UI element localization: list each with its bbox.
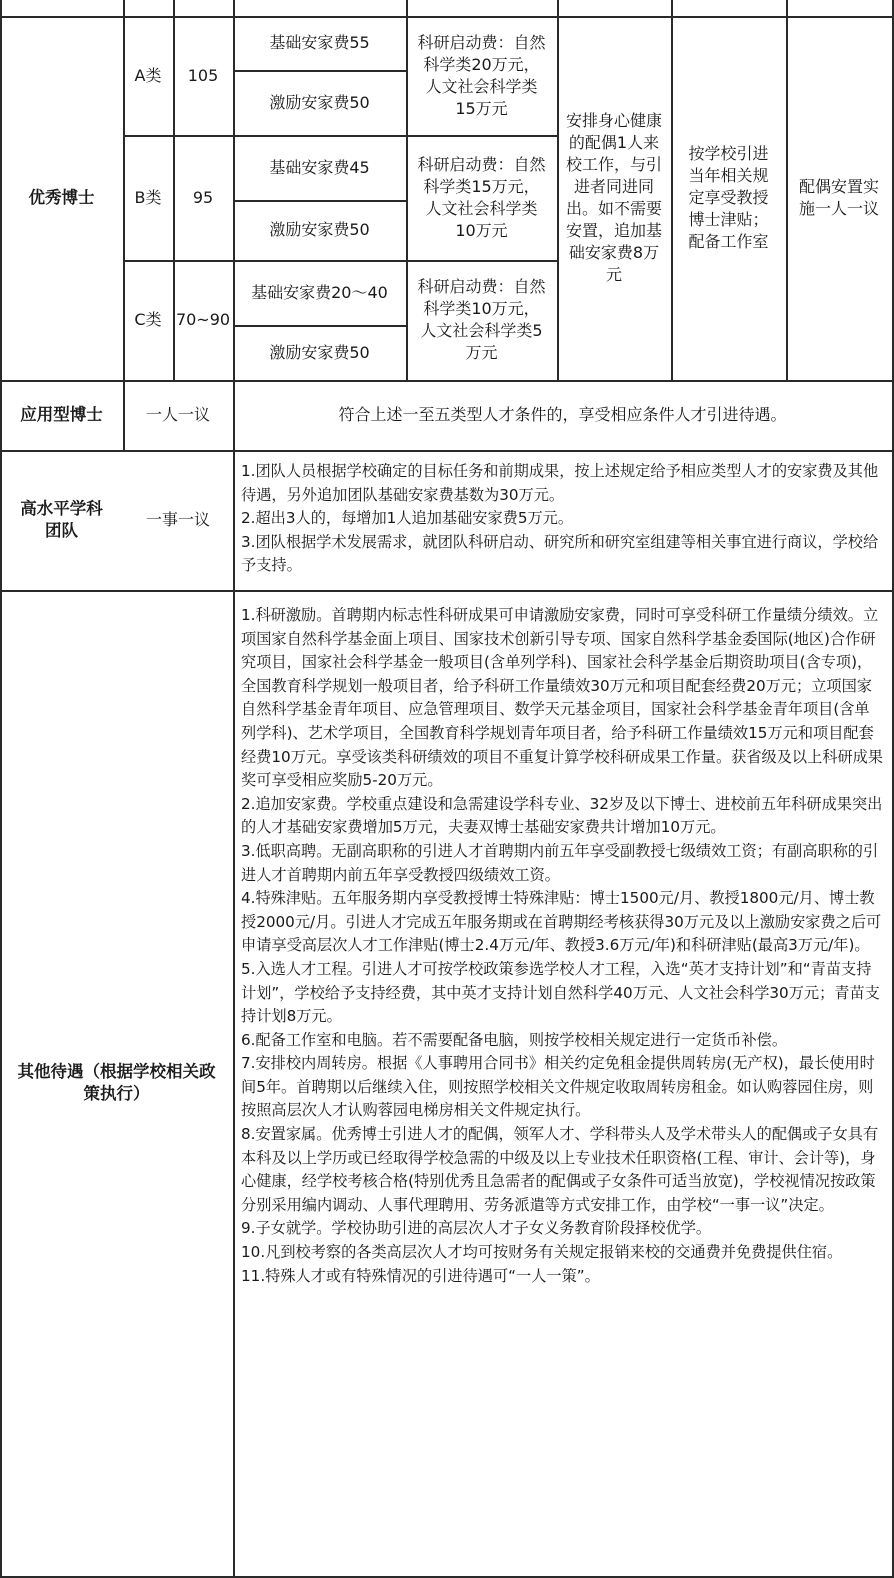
excellent-phd-label: 优秀博士	[28, 188, 95, 207]
applied-phd-policy: 一人一议	[145, 405, 210, 424]
other-item: 9.子女就学。学校协助引进的高层次人才子女义务教育阶段择校优学。	[241, 1219, 712, 1238]
grade-a-name: A类	[134, 65, 162, 85]
grade-c-score: 70~90	[175, 310, 231, 329]
other-item: 10.凡到校考察的各类高层次人才均可按财务有关规定报销来校的交通费并免费提供住宿。	[241, 1243, 843, 1262]
grade-b-startup: 科研启动费：自然科学类15万元，人文社会科学类10万元	[417, 154, 546, 240]
team-desc	[233, 450, 892, 590]
other-item: 2.追加安家费。学校重点建设和急需建设学科专业、32岁及以下博士、进校前五年科研成果突出的人才基础安家费增加5万元，夫妻双博士基础安家费共计增加10万元。	[241, 794, 883, 837]
other-label: 其他待遇（根据学校相关政策执行）	[17, 1062, 216, 1103]
team-item: 2.超出3人的，每增加1人追加基础安家费5万元。	[241, 509, 574, 528]
grade-b-incentive: 激励安家费50	[269, 220, 370, 239]
other-item: 5.入选人才工程。引进人才可按学校政策参选学校人才工程，入选“英才支持计划”和“青苗支持计划”，学校给予支持经费，其中英才支持计划自然科学40万元、人文社会科学30万元；青苗支持计划8万元。	[241, 959, 880, 1026]
spouse-health-cell: 安排身心健康的配偶1人来校工作，与引进者同进同出。如不需要安置，追加基础安家费8万元	[565, 111, 662, 284]
grade-c-name: C类	[134, 310, 162, 329]
team-policy: 一事一议	[145, 510, 210, 529]
applied-phd-label: 应用型博士	[20, 405, 103, 424]
row-line	[0, 1576, 894, 1578]
grade-c-startup: 科研启动费：自然科学类10万元，人文社会科学类5万元	[417, 277, 546, 362]
grade-a-startup: 科研启动费：自然科学类20万元，人文社会科学类15万元	[417, 32, 546, 118]
grade-a-base: 基础安家费55	[269, 33, 370, 52]
grade-b-score: 95	[192, 187, 214, 207]
grade-c-incentive: 激励安家费50	[269, 342, 370, 362]
grade-c-base: 基础安家费20～40	[251, 282, 388, 302]
other-item: 11.特殊人才或有特殊情况的引进待遇可“一人一策”。	[241, 1266, 600, 1285]
grade-b-base: 基础安家费45	[269, 157, 370, 177]
applied-phd-desc: 符合上述一至五类型人才条件的，享受相应条件人才引进待遇。	[338, 405, 787, 424]
team-item: 1.团队人员根据学校确定的目标任务和前期成果，按上述规定给予相应类型人才的安家费及其他待遇，另外追加团队基础安家费基数为30万元。	[241, 462, 879, 504]
grade-a-incentive: 激励安家费50	[269, 92, 370, 112]
col-line	[892, 0, 894, 1578]
other-item: 1.科研激励。首聘期内标志性科研成果可申请激励安家费，同时可享受科研工作量绩分绩效。立项国家自然科学基金面上项目、国家技术创新引导专项、国家自然科学基金委国际(地区)合作研究项目，国家社会科学基金一般项目(含单列学科)、国家社会科学基金后期资助项目(含专项)，全国教育科学规划一般项目者，给予科研工作量绩效30万元和项目配套经费20万元；立项国家自然科学基金青年项目、应急管理项目、数学天元基金项目，国家社会科学基金青年项目(含单列学科)、艺术学项目，全国教育科学规划青年项目者，给予科研工作量绩效15万元和项目配套经费10万元。享受该类科研绩效的项目不重复计算学校科研成果工作量。获省级及以上科研成果奖可享受相应奖励5-20万元。	[241, 606, 884, 790]
other-item: 7.安排校内周转房。根据《人事聘用合同书》相关约定免租金提供周转房(无产权)，最长使用时间5年。首聘期以后继续入住，则按照学校相关文件规定收取周转房租金。如认购蓉园住房，则按照高层次人才认购蓉园电梯房相关文件规定执行。	[241, 1054, 875, 1120]
allowance-cell: 按学校引进当年相关规定享受教授博士津贴；配备工作室	[688, 144, 769, 251]
other-item: 6.配备工作室和电脑。若不需要配备电脑，则按学校相关规定进行一定货币补偿。	[241, 1030, 788, 1049]
grade-b-name: B类	[134, 187, 162, 207]
team-label: 高水平学科团队	[20, 499, 103, 540]
other-item: 4.特殊津贴。五年服务期内享受教授博士特殊津贴：博士1500元/月、教授1800元/月、博士教授2000元/月。引进人才完成五年服务期或在首聘期经考核获得30万元及以上激励安家费之后可申请享受高层次人才工作津贴(博士2.4万元/年、教授3.6万元/年)和科研津贴(最高3万元/年)。	[241, 889, 882, 955]
team-item: 3.团队根据学术发展需求，就团队科研启动、研究所和研究室组建等相关事宜进行商议，学校给予支持。	[241, 532, 879, 575]
other-item: 3.低职高聘。无副高职称的引进人才首聘期内前五年享受副教授七级绩效工资；有副高职称的引进人才首聘期内前五年享受教授四级绩效工资。	[241, 841, 879, 884]
grade-a-score: 105	[187, 65, 219, 85]
other-item: 8.安置家属。优秀博士引进人才的配偶，领军人才、学科带头人及学术带头人的配偶或子女具有本科及以上学历或已经取得学校急需的中级及以上专业技术任职资格(工程、审计、会计等)，身心健康，经学校考核合格(特别优秀且急需者的配偶或子女条件可适当放宽)，学校视情况按政策分别采用编内调动、人事代理聘用、劳务派遣等方式安排工作，由学校“一事一议”决定。	[241, 1125, 879, 1214]
other-desc	[233, 590, 892, 1576]
spouse-arrangement-cell: 配偶安置实施一人一议	[798, 177, 879, 218]
